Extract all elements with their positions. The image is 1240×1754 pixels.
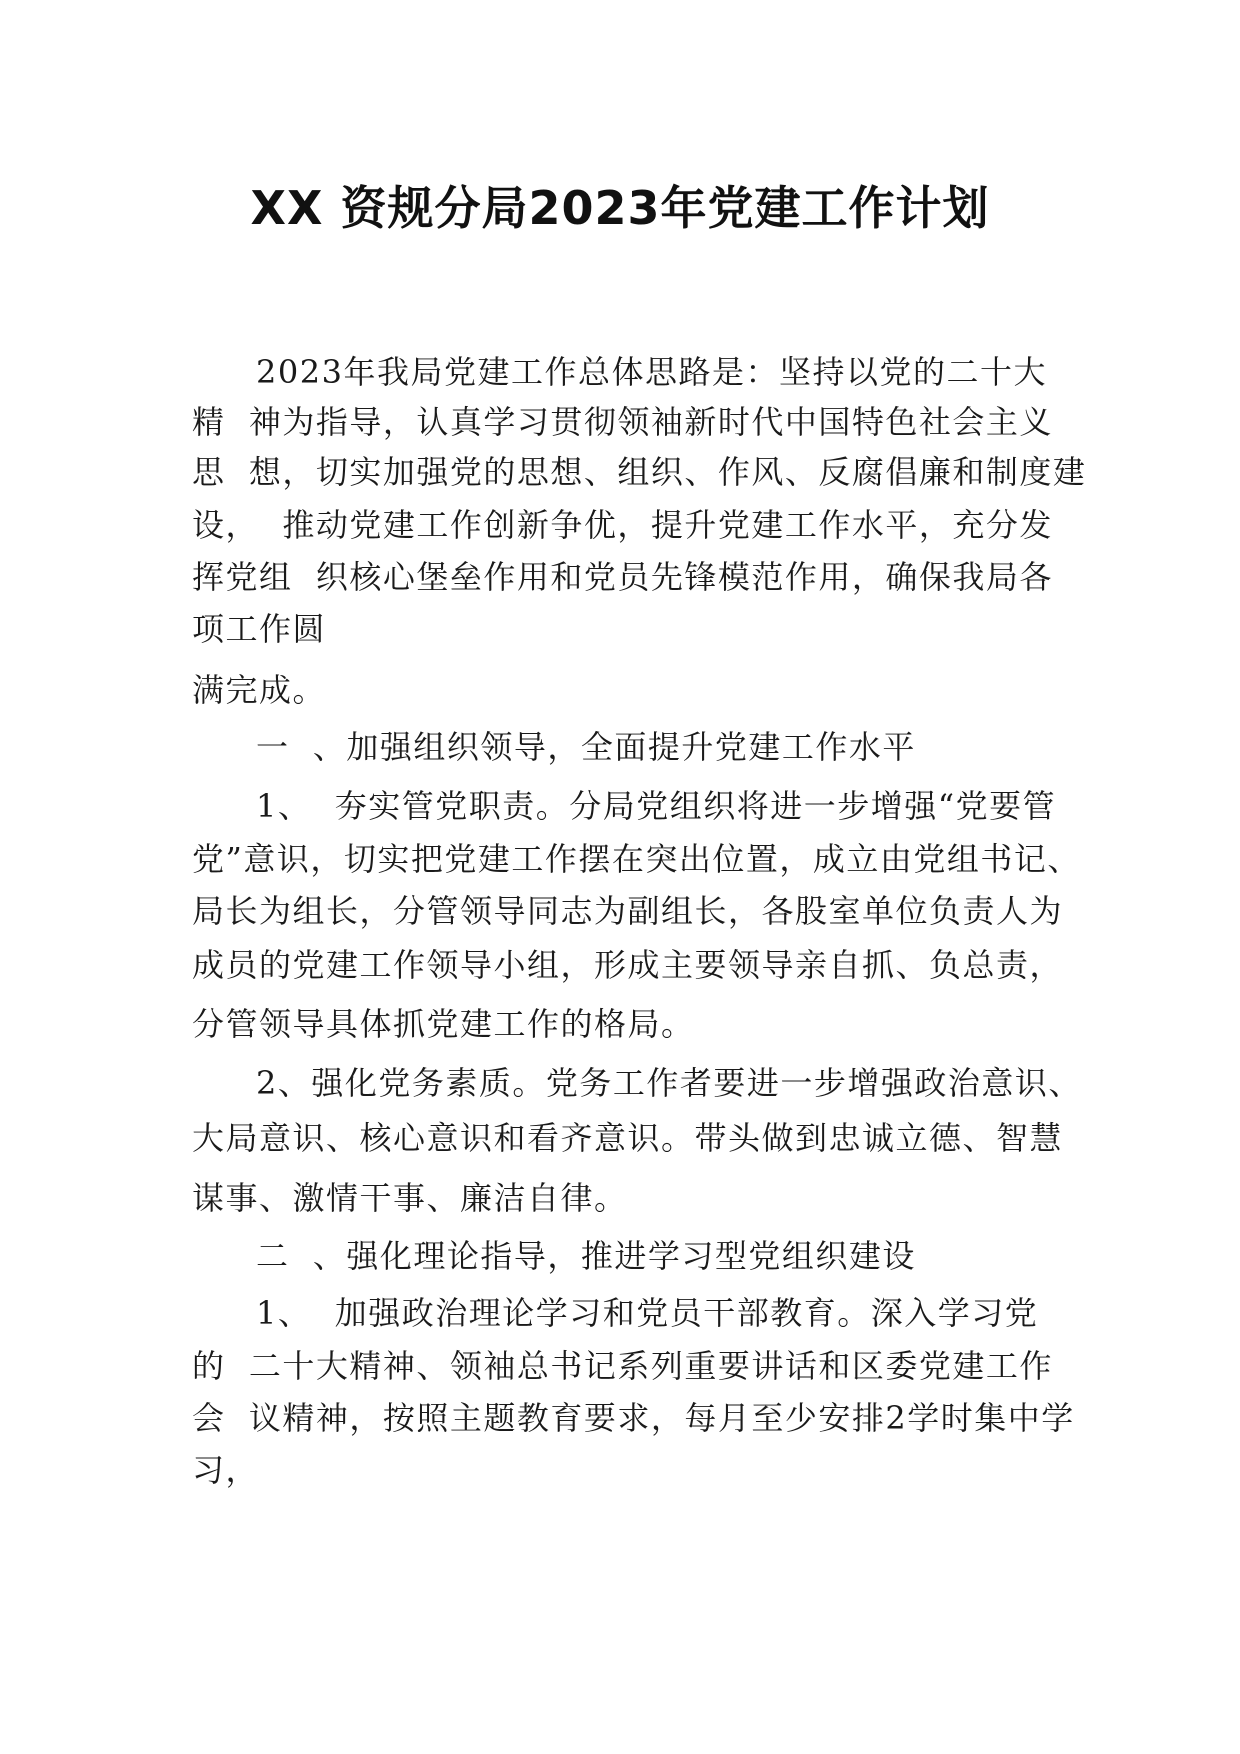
paragraph-line: 1、 夯实管党职责。分局党组织将进一步增强“党要管 — [256, 787, 1057, 825]
paragraph-line: 习， — [192, 1451, 260, 1489]
paragraph-line: 2、强化党务素质。党务工作者要进一步增强政治意识、 — [256, 1064, 1082, 1102]
paragraph-line: 精 神为指导，认真学习贯彻领袖新时代中国特色社会主义 — [192, 403, 1053, 441]
paragraph-line: 分管领导具体抓党建工作的格局。 — [192, 1005, 695, 1043]
paragraph-line: 谋事、激情干事、廉洁自律。 — [192, 1179, 628, 1217]
paragraph-line: 会 议精神，按照主题教育要求，每月至少安排2学时集中学 — [192, 1399, 1075, 1437]
paragraph-line: 思 想，切实加强党的思想、组织、作风、反腐倡廉和制度建 — [192, 453, 1087, 491]
paragraph-line: 党”意识，切实把党建工作摆在突出位置，成立由党组书记、 — [192, 840, 1081, 878]
paragraph-line: 设， 推动党建工作创新争优，提升党建工作水平，充分发 — [192, 506, 1053, 544]
paragraph-line: 的 二十大精神、领袖总书记系列重要讲话和区委党建工作 — [192, 1347, 1053, 1385]
section-heading: 一 、加强组织领导，全面提升党建工作水平 — [256, 728, 916, 766]
paragraph-line: 满完成。 — [192, 671, 327, 709]
paragraph-line: 挥党组 织核心堡垒作用和党员先锋模范作用，确保我局各 — [192, 558, 1053, 596]
paragraph-line: 1、 加强政治理论学习和党员干部教育。深入学习党 — [256, 1294, 1039, 1332]
paragraph-line: 成员的党建工作领导小组，形成主要领导亲自抓、负总责， — [192, 946, 1064, 984]
section-heading: 二 、强化理论指导，推进学习型党组织建设 — [256, 1237, 916, 1275]
paragraph-line: 大局意识、核心意识和看齐意识。带头做到忠诚立德、智慧 — [192, 1119, 1064, 1157]
document-title: XX 资规分局2023年党建工作计划 — [250, 181, 990, 235]
paragraph-line: 2023年我局党建工作总体思路是：坚持以党的二十大 — [256, 353, 1047, 391]
paragraph-line: 项工作圆 — [192, 610, 327, 648]
paragraph-line: 局长为组长，分管领导同志为副组长，各股室单位负责人为 — [192, 892, 1064, 930]
